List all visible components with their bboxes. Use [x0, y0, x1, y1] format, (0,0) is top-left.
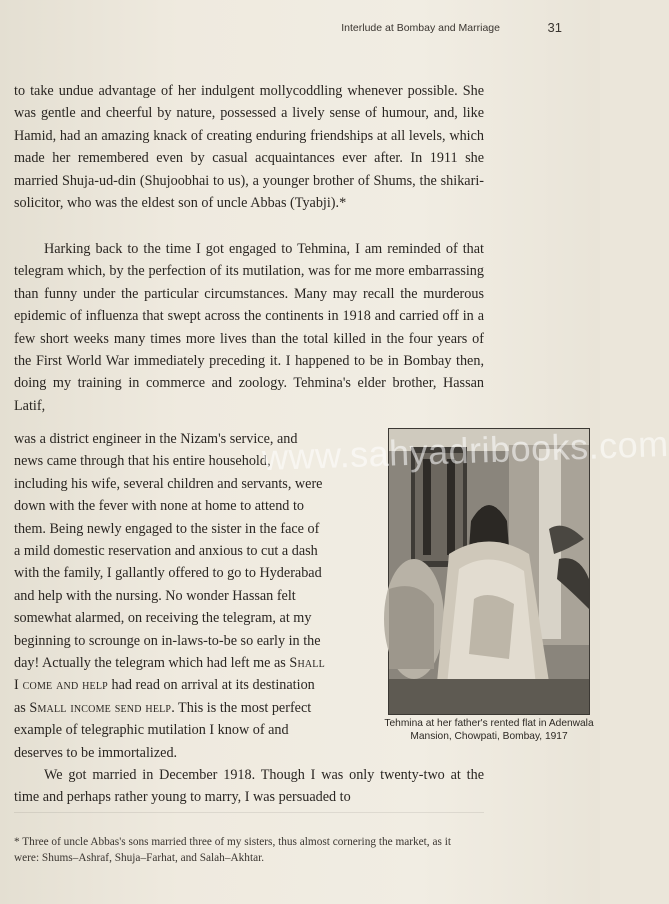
paragraph-3 [14, 764, 484, 809]
text-line: news came through that his entire household, [14, 453, 271, 470]
paragraph-1 [14, 80, 484, 214]
paragraph-3-text: We got married in December 1918. Though I was only twenty-two at the time and perhaps rather young to marry, I was persuaded to [14, 767, 484, 806]
running-head: Interlude at Bombay and Marriage [341, 22, 500, 34]
photograph-tehmina [388, 428, 590, 715]
text-line: including his wife, several children and servants, were [14, 475, 323, 492]
page-number: 31 [547, 20, 562, 35]
text-line: them. Being newly engaged to the sister in the face of [14, 520, 320, 537]
photograph-image [389, 429, 589, 714]
text-fragment: day! Actually the telegram which had left me as [14, 655, 286, 672]
footnote: * Three of uncle Abbas's sons married three of my sisters, thus almost cornering the market, as it were: Shums–Ashraf, Shuja–Farhat, and Salah–Akhtar. [14, 836, 451, 864]
text-line [14, 674, 382, 696]
paragraph-2-narrow [14, 428, 382, 764]
text-line [14, 697, 382, 719]
text-line: beginning to scrounge on in-laws-to-be so early in the [14, 632, 321, 649]
text-line [14, 652, 382, 674]
paragraph-2-wide-text: Harking back to the time I got engaged to Tehmina, I am reminded of that telegram which, by the perfection of its mutilation, was for me more embarrassing than funny under the particular circumstances. Many may recall the murderous epidemic of influenza that swept across the continents in 1918 and carried off in a few short weeks many times more lives than the total killed in the four years of the First World War immediately preceding it. I happened to be in Bombay then, doing my training in commerce and zoology. Tehmina's elder brother, Hassan Latif, [14, 241, 484, 414]
text-line: down with the fever with none at home to attend to [14, 498, 304, 515]
footnote-divider [14, 812, 484, 813]
text-line: was a district engineer in the Nizam's service, and [14, 431, 298, 447]
text-fragment: . This is the most perfect [171, 699, 312, 716]
text-fragment: as [14, 699, 26, 716]
text-line: a mild domestic reservation and anxious to cut a dash [14, 543, 318, 560]
text-line: deserves to be immortalized. [14, 744, 178, 761]
text-line: somewhat alarmed, on receiving the telegram, at my [14, 610, 312, 627]
text-line: with the family, I gallantly offered to go to Hyderabad [14, 565, 322, 582]
paragraph-1-text: to take undue advantage of her indulgent mollycoddling whenever possible. She was gentle and cheerful by nature, possessed a lively sense of humour, and, like Hamid, had an amazing knack of creating enduring friendships at all levels, which made her remembered even by casual acquaintances ever after. In 1911 she married Shuja-ud-din (Shujoobhai to us), a younger brother of Shums, the shikari-solicitor, who was the eldest son of uncle Abbas (Tyabji).* [14, 83, 484, 212]
telegram-sent-part2: I come and help [14, 677, 108, 694]
telegram-received: Small income send help [29, 699, 172, 716]
text-line: example of telegraphic mutilation I know of and [14, 722, 289, 739]
watermark-url: www.sahyadribooks.com [261, 422, 669, 479]
text-fragment: had read on arrival at its destination [111, 677, 315, 694]
paragraph-2 [14, 238, 484, 417]
photo-caption: Tehmina at her father's rented flat in Adenwala Mansion, Chowpati, Bombay, 1917 [384, 718, 594, 742]
telegram-sent-part1: Shall [289, 655, 325, 672]
text-line: and help with the nursing. No wonder Hassan felt [14, 587, 296, 604]
